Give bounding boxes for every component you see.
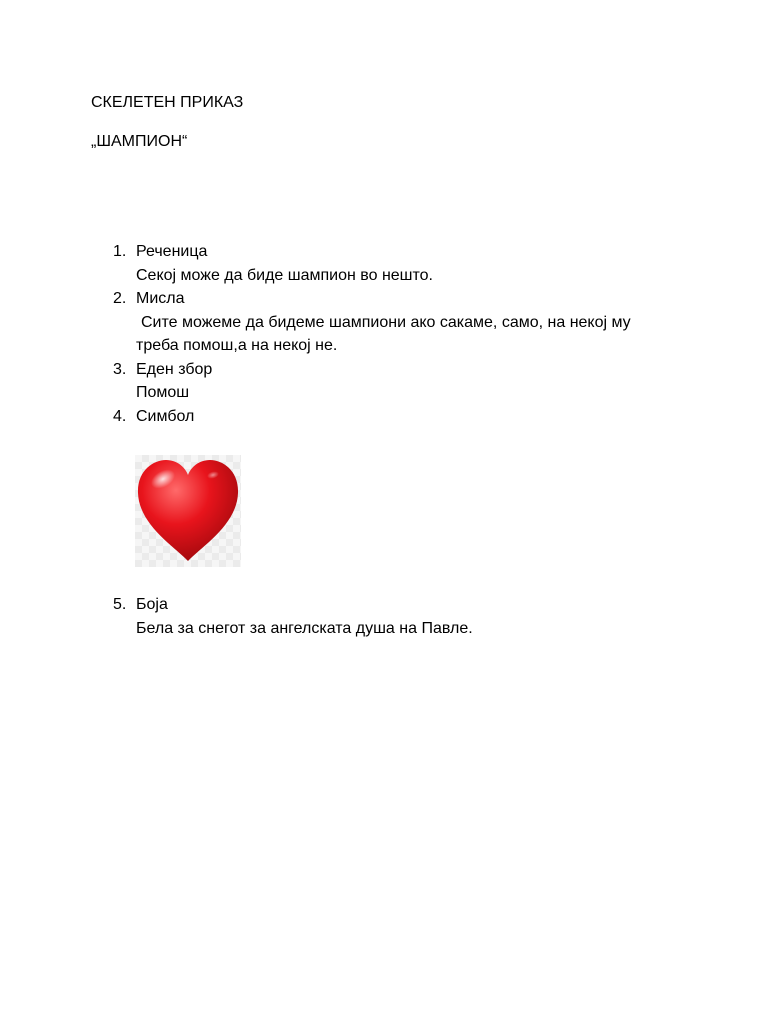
- list-item-label: Боја: [136, 596, 168, 613]
- list-item: [0, 358, 768, 405]
- list-item-number: 4.: [113, 407, 127, 425]
- red-heart-icon: [135, 455, 241, 567]
- list-item: [0, 593, 768, 640]
- list-item-label: Мисла: [136, 290, 185, 307]
- numbered-list: [0, 240, 768, 428]
- symbol-image: [135, 455, 241, 567]
- list-item-number: 3.: [113, 360, 127, 378]
- list-item: [0, 287, 768, 358]
- document-title: СКЕЛЕТЕН ПРИКАЗ: [91, 94, 244, 111]
- list-item-number: 5.: [113, 596, 127, 613]
- list-item-text: Помош: [136, 384, 190, 401]
- list-item-label: Еден збор: [136, 360, 213, 378]
- list-item-number: 1.: [113, 243, 127, 260]
- document-subtitle: „ШАМПИОН“: [91, 133, 188, 150]
- list-item-text: треба помош,а на некој не.: [136, 337, 338, 354]
- list-item-label: Реченица: [136, 243, 208, 260]
- list-item: [0, 240, 768, 287]
- list-item-text: Секој може да биде шампион во нешто.: [136, 266, 433, 284]
- numbered-list-continued: [0, 593, 768, 640]
- list-item-text: Сите можеме да бидеме шампиони ако сакаме, само, на некој му: [141, 313, 631, 331]
- list-item-number: 2.: [113, 290, 127, 307]
- list-item-label: Симбол: [136, 407, 195, 425]
- list-item: [0, 405, 768, 429]
- list-item-text: Бела за снегот за ангелската душа на Павле.: [136, 619, 473, 637]
